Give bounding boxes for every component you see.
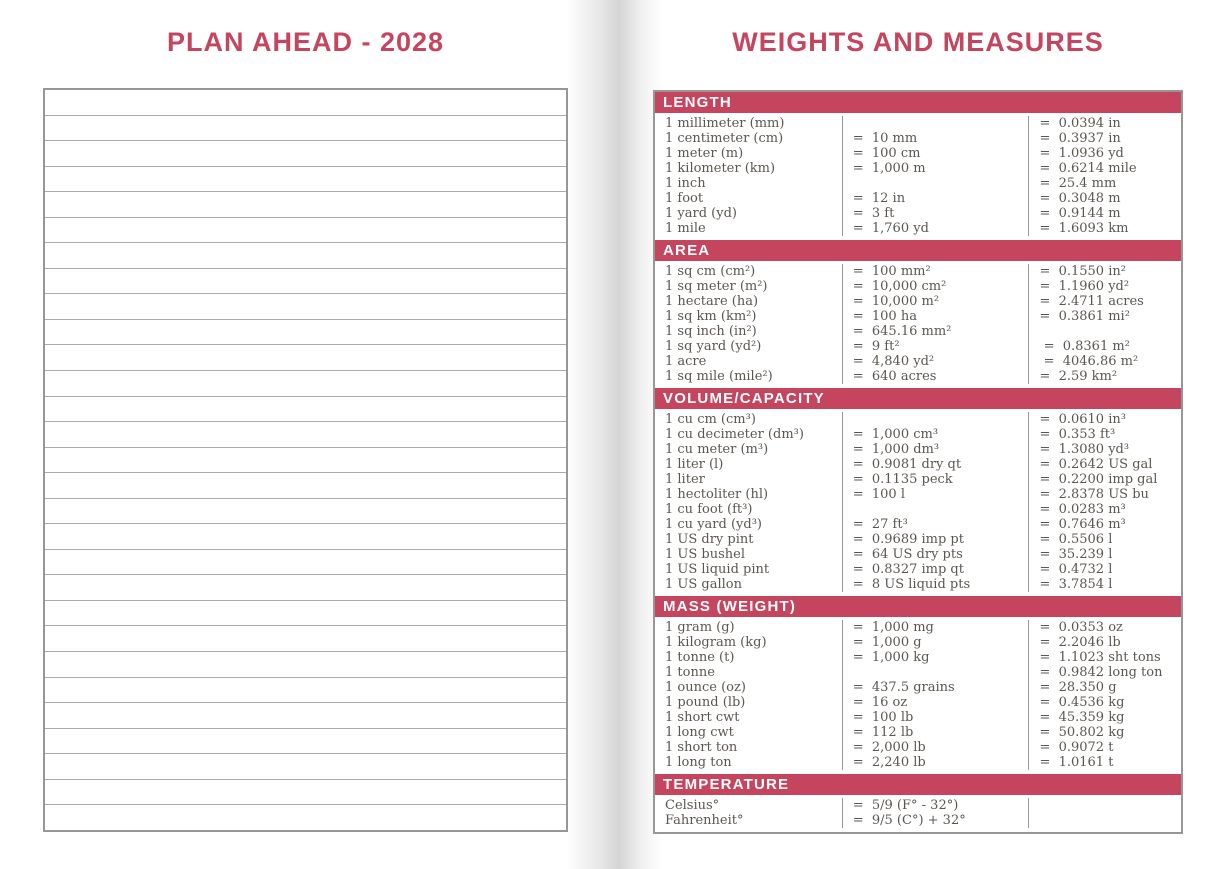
table-row (655, 562, 1181, 577)
col-metric-equivalent: = 9 ft² (842, 339, 1029, 354)
table-row (655, 635, 1181, 650)
col-metric-equivalent: = 3 ft (842, 206, 1029, 221)
col-unit: 1 kilogram (kg) (665, 635, 767, 650)
col-imperial-equivalent: = 1.1960 yd² (1028, 279, 1181, 294)
col-unit: 1 yard (yd) (665, 206, 737, 221)
left-page-title: PLAN AHEAD - 2028 (166, 27, 445, 57)
ruled-line (45, 371, 566, 397)
table-row (655, 427, 1181, 442)
col-metric-equivalent: = 640 acres (842, 369, 1029, 384)
ruled-line (45, 345, 566, 371)
table-row (655, 725, 1181, 740)
col-imperial-equivalent: = 0.4732 l (1028, 562, 1181, 577)
col-metric-equivalent: = 12 in (842, 191, 1029, 206)
section-header: VOLUME/CAPACITY (655, 388, 1181, 409)
col-imperial-equivalent: = 2.59 km² (1028, 369, 1181, 384)
table-row (655, 502, 1181, 517)
col-metric-equivalent: = 645.16 mm² (842, 324, 1029, 339)
table-row (655, 650, 1181, 665)
col-metric-equivalent: = 100 lb (842, 710, 1029, 725)
col-unit: 1 liter (665, 472, 705, 487)
col-unit: Celsius° (665, 798, 720, 813)
col-metric-equivalent: = 4,840 yd² (842, 354, 1029, 369)
col-metric-equivalent: = 2,000 lb (842, 740, 1029, 755)
col-metric-equivalent (842, 502, 1029, 517)
ruled-line (45, 90, 566, 116)
col-imperial-equivalent: = 0.2200 imp gal (1028, 472, 1181, 487)
col-imperial-equivalent: = 0.4536 kg (1028, 695, 1181, 710)
section-rows (655, 113, 1181, 240)
ruled-line (45, 422, 566, 448)
col-unit: 1 short cwt (665, 710, 740, 725)
col-metric-equivalent: = 1,000 kg (842, 650, 1029, 665)
col-unit: 1 tonne (t) (665, 650, 735, 665)
col-unit: 1 mile (665, 221, 706, 236)
ruled-line (45, 550, 566, 576)
col-metric-equivalent (842, 412, 1029, 427)
col-unit: 1 hectare (ha) (665, 294, 759, 309)
col-metric-equivalent: = 437.5 grains (842, 680, 1029, 695)
col-metric-equivalent: = 1,000 mg (842, 620, 1029, 635)
col-imperial-equivalent: = 4046.86 m² (1028, 354, 1181, 369)
table-row (655, 472, 1181, 487)
ruled-line (45, 652, 566, 678)
ruled-line (45, 499, 566, 525)
col-metric-equivalent: = 10,000 m² (842, 294, 1029, 309)
col-unit: 1 sq km (km²) (665, 309, 757, 324)
col-metric-equivalent (842, 665, 1029, 680)
col-imperial-equivalent: = 35.239 l (1028, 547, 1181, 562)
col-imperial-equivalent: = 1.1023 sht tons (1028, 650, 1181, 665)
section-rows (655, 261, 1181, 388)
col-imperial-equivalent: = 0.353 ft³ (1028, 427, 1181, 442)
col-imperial-equivalent: = 45.359 kg (1028, 710, 1181, 725)
table-row (655, 131, 1181, 146)
col-imperial-equivalent: = 28.350 g (1028, 680, 1181, 695)
col-metric-equivalent: = 0.8327 imp qt (842, 562, 1029, 577)
section-rows (655, 795, 1181, 832)
section-header: TEMPERATURE (655, 774, 1181, 795)
table-row (655, 798, 1181, 813)
ruled-line (45, 575, 566, 601)
table-row (655, 620, 1181, 635)
col-unit: 1 sq inch (in²) (665, 324, 757, 339)
ruled-line (45, 116, 566, 142)
col-metric-equivalent: = 112 lb (842, 725, 1029, 740)
ruled-line (45, 397, 566, 423)
right-page-title: WEIGHTS AND MEASURES (732, 27, 1104, 57)
col-imperial-equivalent: = 0.0394 in (1028, 116, 1181, 131)
col-metric-equivalent: = 0.1135 peck (842, 472, 1029, 487)
ruled-line (45, 780, 566, 806)
table-row (655, 517, 1181, 532)
table-row (655, 487, 1181, 502)
col-imperial-equivalent: = 0.3048 m (1028, 191, 1181, 206)
col-unit: 1 cu yard (yd³) (665, 517, 762, 532)
col-metric-equivalent: = 5/9 (F° - 32°) (842, 798, 1029, 813)
ruled-line (45, 729, 566, 755)
table-row (655, 547, 1181, 562)
table-row (655, 577, 1181, 592)
col-unit: 1 long cwt (665, 725, 734, 740)
table-row (655, 813, 1181, 828)
col-unit: 1 US dry pint (665, 532, 754, 547)
col-metric-equivalent: = 1,000 dm³ (842, 442, 1029, 457)
col-metric-equivalent: = 100 mm² (842, 264, 1029, 279)
col-imperial-equivalent: = 25.4 mm (1028, 176, 1181, 191)
col-metric-equivalent: = 100 ha (842, 309, 1029, 324)
col-metric-equivalent (842, 176, 1029, 191)
ruled-line (45, 294, 566, 320)
table-row (655, 665, 1181, 680)
col-imperial-equivalent: = 3.7854 l (1028, 577, 1181, 592)
col-unit: 1 short ton (665, 740, 738, 755)
notes-ruled-box (43, 88, 568, 832)
section-rows (655, 409, 1181, 596)
col-imperial-equivalent: = 2.8378 US bu (1028, 487, 1181, 502)
col-metric-equivalent: = 9/5 (C°) + 32° (842, 813, 1029, 828)
table-row (655, 710, 1181, 725)
ruled-line (45, 805, 566, 830)
col-imperial-equivalent: = 0.3937 in (1028, 131, 1181, 146)
table-row (655, 755, 1181, 770)
col-unit: 1 cu meter (m³) (665, 442, 769, 457)
col-metric-equivalent: = 1,000 g (842, 635, 1029, 650)
table-row (655, 206, 1181, 221)
col-imperial-equivalent: = 0.6214 mile (1028, 161, 1181, 176)
table-row (655, 369, 1181, 384)
ruled-line (45, 448, 566, 474)
col-imperial-equivalent: = 1.6093 km (1028, 221, 1181, 236)
col-metric-equivalent: = 0.9081 dry qt (842, 457, 1029, 472)
col-metric-equivalent: = 10,000 cm² (842, 279, 1029, 294)
table-row (655, 279, 1181, 294)
col-imperial-equivalent: = 0.9072 t (1028, 740, 1181, 755)
col-imperial-equivalent: = 0.2642 US gal (1028, 457, 1181, 472)
col-imperial-equivalent (1028, 324, 1181, 339)
col-unit: 1 pound (lb) (665, 695, 746, 710)
col-unit: 1 cu cm (cm³) (665, 412, 756, 427)
col-imperial-equivalent: = 0.9144 m (1028, 206, 1181, 221)
table-row (655, 116, 1181, 131)
col-unit: 1 sq yard (yd²) (665, 339, 762, 354)
col-unit: 1 meter (m) (665, 146, 744, 161)
col-unit: 1 US bushel (665, 547, 745, 562)
col-unit: 1 foot (665, 191, 704, 206)
col-metric-equivalent (842, 116, 1029, 131)
table-row (655, 161, 1181, 176)
col-imperial-equivalent: = 2.2046 lb (1028, 635, 1181, 650)
col-imperial-equivalent: = 0.0283 m³ (1028, 502, 1181, 517)
table-row (655, 457, 1181, 472)
col-unit: 1 sq mile (mile²) (665, 369, 773, 384)
ruled-line (45, 269, 566, 295)
section-rows (655, 617, 1181, 774)
table-row (655, 680, 1181, 695)
ruled-line (45, 320, 566, 346)
col-unit: 1 US liquid pint (665, 562, 770, 577)
col-imperial-equivalent: = 0.0353 oz (1028, 620, 1181, 635)
ruled-line (45, 192, 566, 218)
ruled-line (45, 703, 566, 729)
table-row (655, 146, 1181, 161)
col-metric-equivalent: = 10 mm (842, 131, 1029, 146)
col-unit: 1 cu decimeter (dm³) (665, 427, 804, 442)
col-unit: 1 gram (g) (665, 620, 735, 635)
col-imperial-equivalent: = 0.5506 l (1028, 532, 1181, 547)
col-unit: 1 acre (665, 354, 707, 369)
col-unit: 1 long ton (665, 755, 732, 770)
ruled-line (45, 141, 566, 167)
col-metric-equivalent: = 2,240 lb (842, 755, 1029, 770)
col-unit: 1 kilometer (km) (665, 161, 776, 176)
page-gutter-shadow (566, 0, 662, 869)
col-imperial-equivalent: = 1.0161 t (1028, 755, 1181, 770)
col-metric-equivalent: = 0.9689 imp pt (842, 532, 1029, 547)
col-unit: 1 hectoliter (hl) (665, 487, 769, 502)
ruled-line (45, 167, 566, 193)
col-imperial-equivalent (1028, 813, 1181, 828)
table-row (655, 354, 1181, 369)
ruled-line (45, 678, 566, 704)
col-imperial-equivalent: = 2.4711 acres (1028, 294, 1181, 309)
col-unit: 1 US gallon (665, 577, 742, 592)
col-unit: 1 sq meter (m²) (665, 279, 768, 294)
col-unit: 1 inch (665, 176, 706, 191)
table-row (655, 176, 1181, 191)
col-metric-equivalent: = 100 cm (842, 146, 1029, 161)
table-row (655, 740, 1181, 755)
table-row (655, 264, 1181, 279)
col-imperial-equivalent: = 1.3080 yd³ (1028, 442, 1181, 457)
col-metric-equivalent: = 1,760 yd (842, 221, 1029, 236)
ruled-line (45, 218, 566, 244)
col-imperial-equivalent: = 0.0610 in³ (1028, 412, 1181, 427)
col-imperial-equivalent: = 50.802 kg (1028, 725, 1181, 740)
ruled-line (45, 243, 566, 269)
col-unit: Fahrenheit° (665, 813, 744, 828)
col-imperial-equivalent (1028, 798, 1181, 813)
col-unit: 1 ounce (oz) (665, 680, 746, 695)
col-unit: 1 centimeter (cm) (665, 131, 784, 146)
col-imperial-equivalent: = 1.0936 yd (1028, 146, 1181, 161)
table-row (655, 442, 1181, 457)
table-row (655, 294, 1181, 309)
table-row (655, 339, 1181, 354)
section-header: AREA (655, 240, 1181, 261)
col-metric-equivalent: = 1,000 m (842, 161, 1029, 176)
table-row (655, 532, 1181, 547)
col-metric-equivalent: = 8 US liquid pts (842, 577, 1029, 592)
table-row (655, 324, 1181, 339)
col-imperial-equivalent: = 0.3861 mi² (1028, 309, 1181, 324)
col-unit: 1 cu foot (ft³) (665, 502, 753, 517)
col-imperial-equivalent: = 0.7646 m³ (1028, 517, 1181, 532)
ruled-line (45, 601, 566, 627)
col-metric-equivalent: = 64 US dry pts (842, 547, 1029, 562)
ruled-line (45, 473, 566, 499)
table-row (655, 191, 1181, 206)
col-unit: 1 tonne (665, 665, 715, 680)
col-metric-equivalent: = 27 ft³ (842, 517, 1029, 532)
col-unit: 1 sq cm (cm²) (665, 264, 756, 279)
ruled-line (45, 626, 566, 652)
table-row (655, 221, 1181, 236)
table-row (655, 695, 1181, 710)
table-row (655, 412, 1181, 427)
col-imperial-equivalent: = 0.8361 m² (1028, 339, 1181, 354)
col-metric-equivalent: = 100 l (842, 487, 1029, 502)
ruled-line (45, 754, 566, 780)
col-imperial-equivalent: = 0.9842 long ton (1028, 665, 1181, 680)
col-unit: 1 liter (l) (665, 457, 724, 472)
table-row (655, 309, 1181, 324)
col-imperial-equivalent: = 0.1550 in² (1028, 264, 1181, 279)
col-metric-equivalent: = 16 oz (842, 695, 1029, 710)
col-metric-equivalent: = 1,000 cm³ (842, 427, 1029, 442)
weights-measures-table (653, 90, 1183, 834)
col-unit: 1 millimeter (mm) (665, 116, 785, 131)
section-header: MASS (WEIGHT) (655, 596, 1181, 617)
ruled-line (45, 524, 566, 550)
section-header: LENGTH (655, 92, 1181, 113)
